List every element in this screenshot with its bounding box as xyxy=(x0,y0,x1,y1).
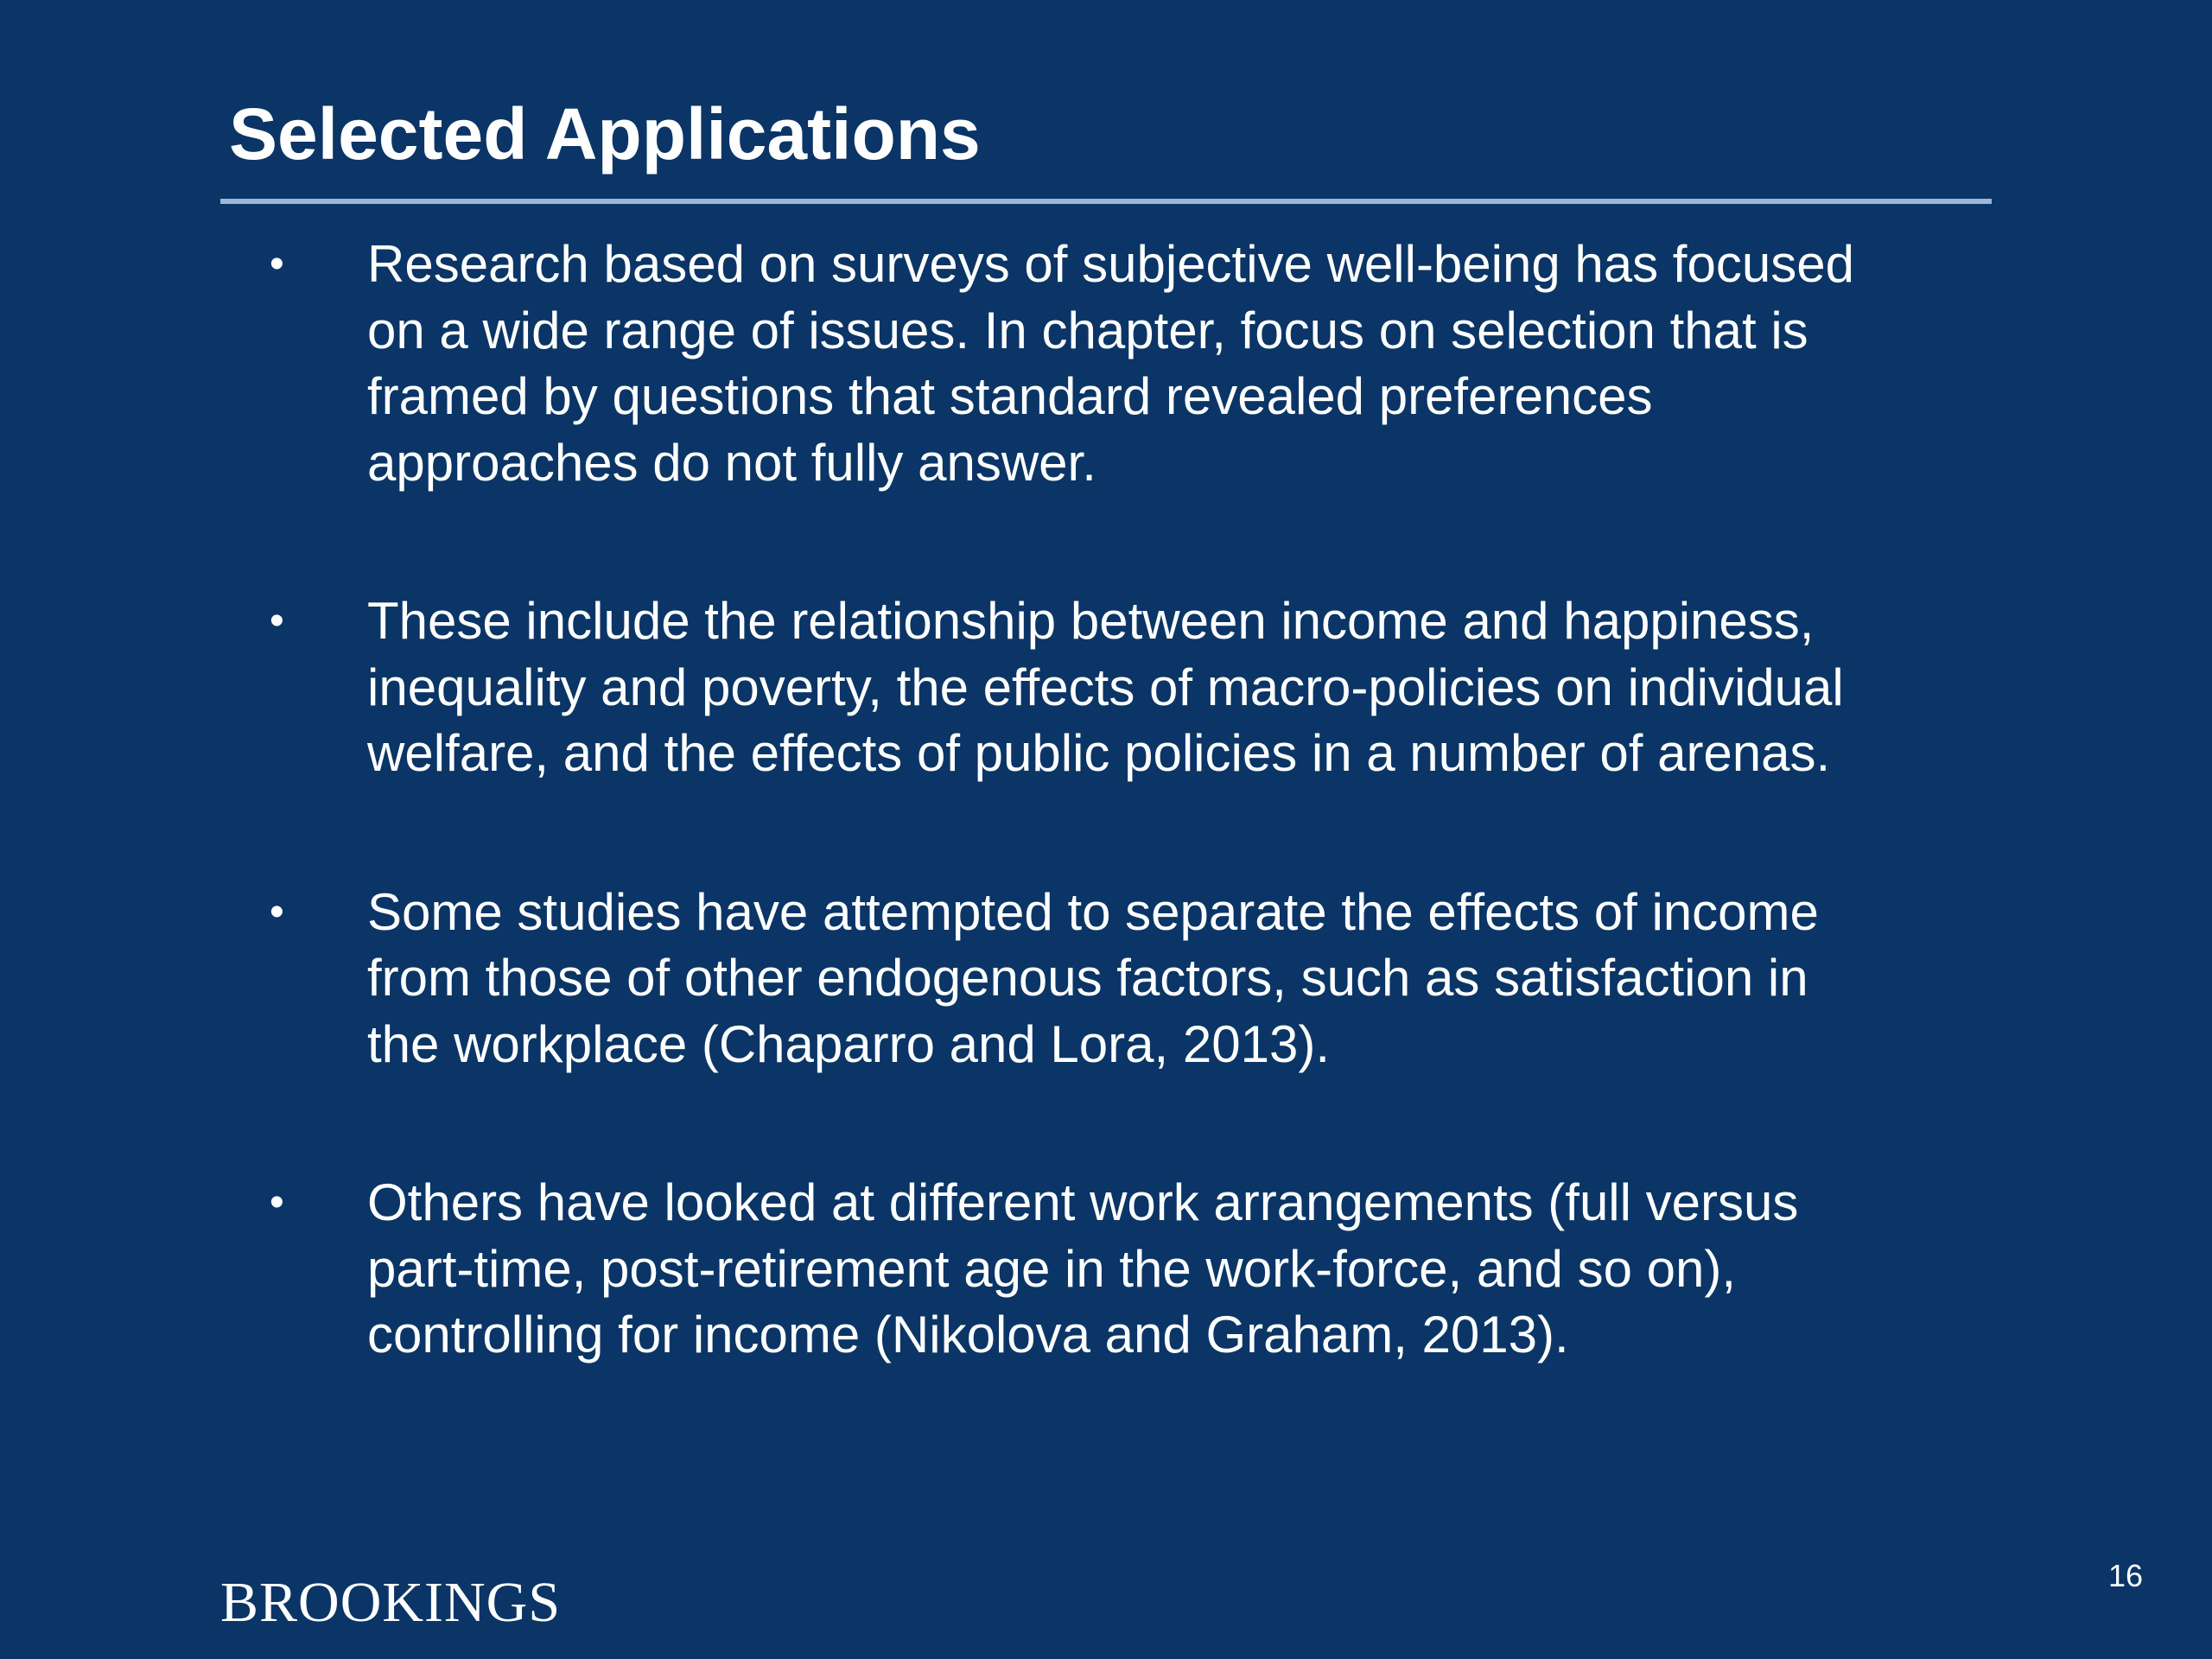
bullet-text: Research based on surveys of subjective well-being has focused on a wide range of issues. In chapter, focus on selection that is framed by questions that standard revealed preferences approaches do not fully answer. xyxy=(367,235,1854,492)
brookings-logo: BROOKINGS xyxy=(220,1571,562,1634)
bullet-list xyxy=(0,232,2212,1461)
bullet-dot: • xyxy=(270,888,284,935)
bullet-dot: • xyxy=(270,1179,284,1225)
bullet-dot: • xyxy=(270,241,284,287)
bullet-item xyxy=(0,232,2212,496)
page-number: 16 xyxy=(2107,1558,2143,1593)
bullet-item xyxy=(0,1170,2212,1369)
bullet-text: Others have looked at different work arrangements (full versus part-time, post-retirement age in the work-force, and so on), controlling for income (Nikolova and Graham, 2013). xyxy=(367,1173,1799,1363)
bullet-dot: • xyxy=(270,598,284,644)
bullet-text: These include the relationship between income and happiness, inequality and poverty, the effects of macro-policies on individual welfare, and the effects of public policies in a number of arenas. xyxy=(367,592,1844,782)
bullet-item xyxy=(0,880,2212,1078)
bullet-text: Some studies have attempted to separate the effects of income from those of other endogenous factors, such as satisfaction in the workplace (Chaparro and Lora, 2013). xyxy=(367,882,1819,1073)
bullet-item xyxy=(0,588,2212,787)
slide-title: Selected Applications xyxy=(229,93,981,175)
title-divider xyxy=(220,199,1992,204)
